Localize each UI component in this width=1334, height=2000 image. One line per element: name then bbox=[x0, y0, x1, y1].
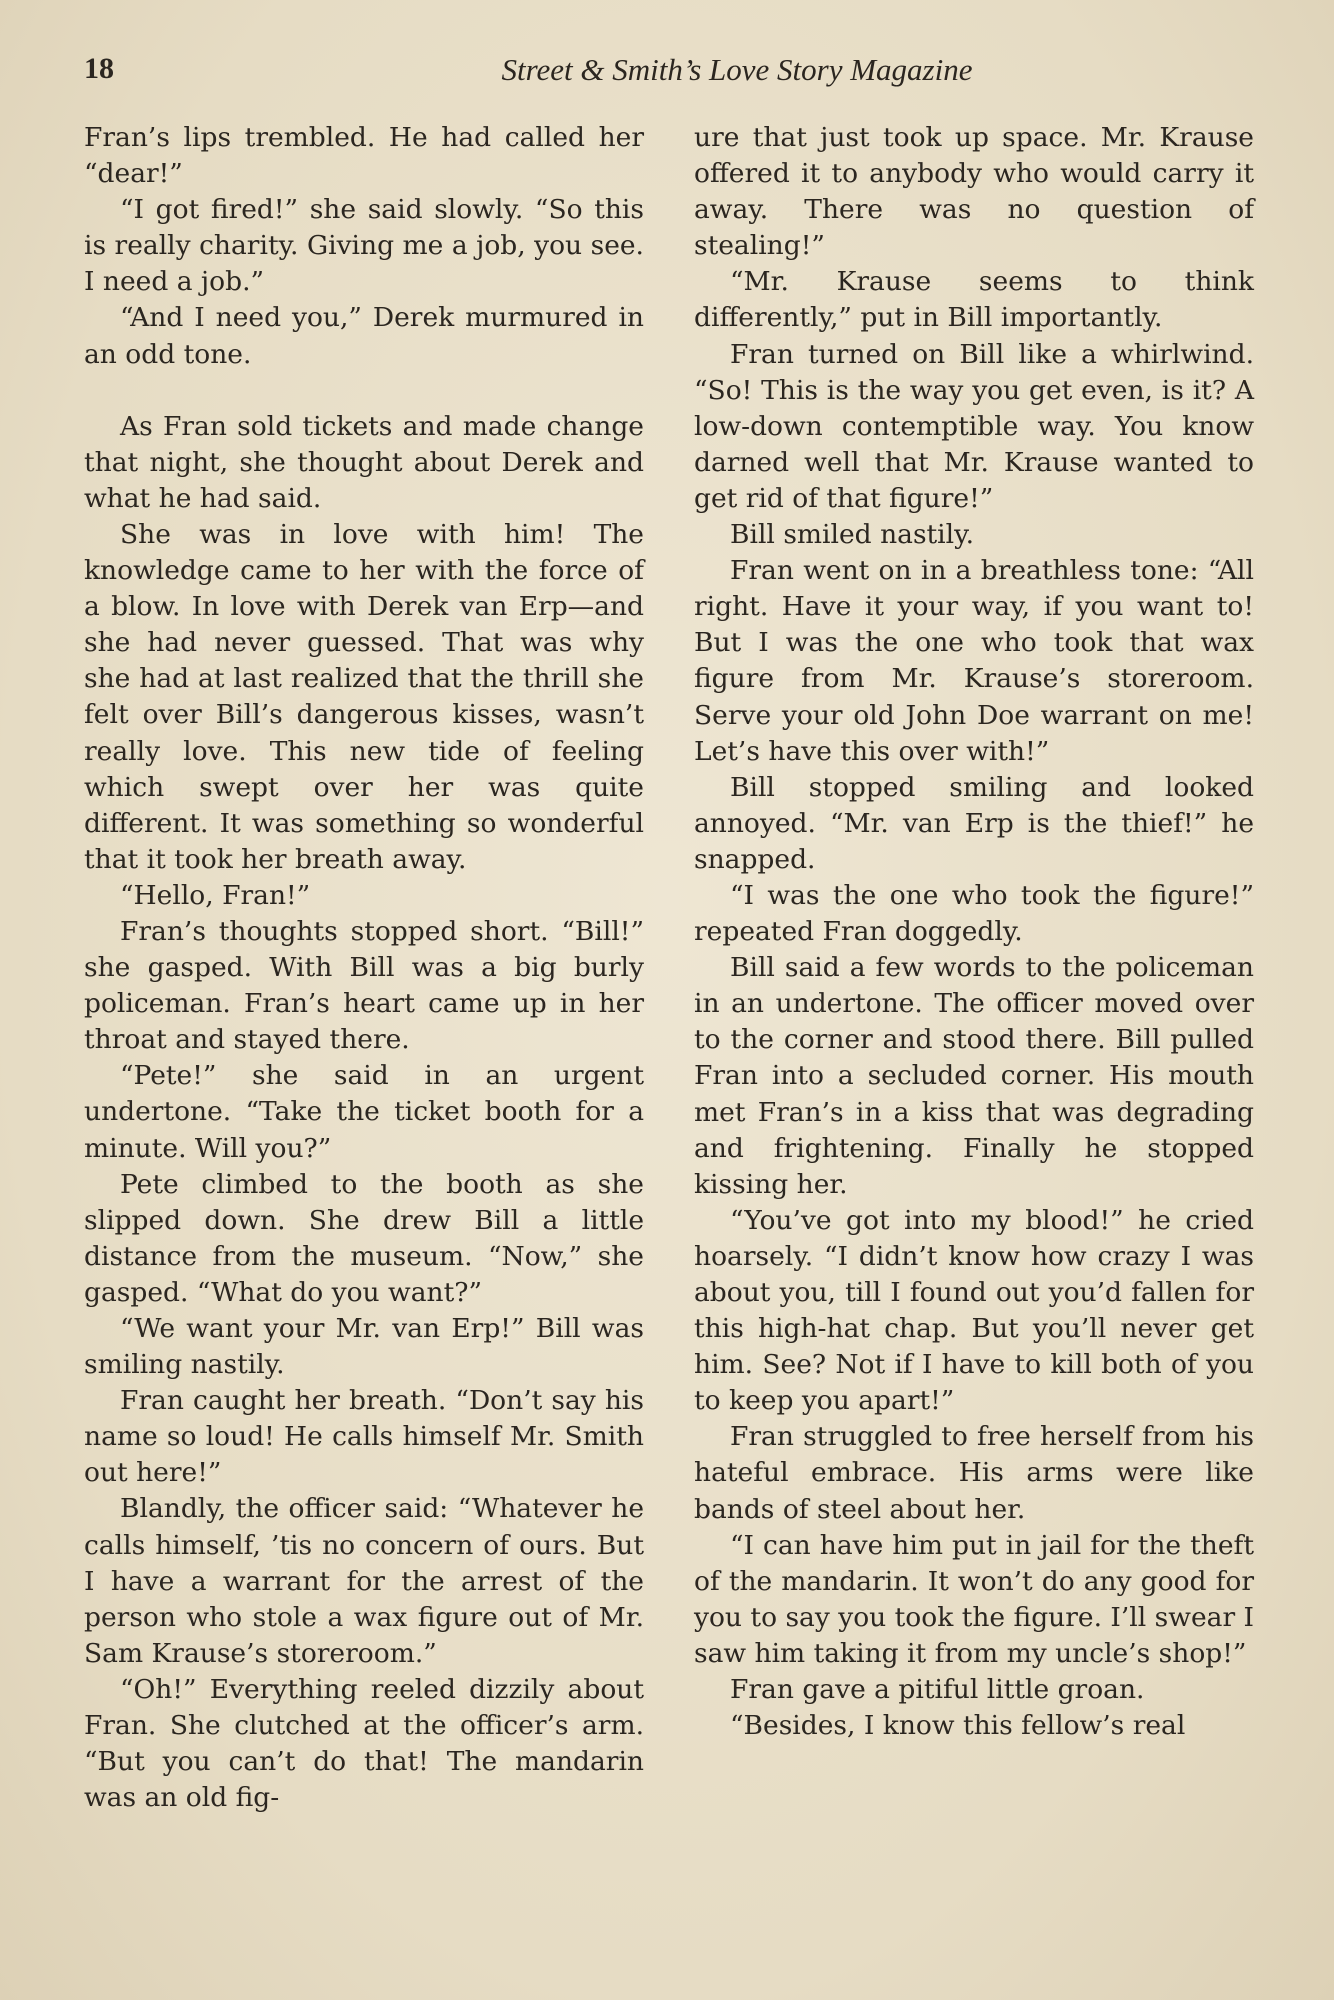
paragraph: “Oh!” Everything reeled dizzily about Fran. She clutched at the officer’s arm. “But you can’t do that! The mandarin was an old fig- bbox=[84, 1673, 644, 1814]
paragraph: As Fran sold tickets and made change that night, she thought about Derek and what he had said. bbox=[84, 410, 644, 514]
paragraph: Fran gave a pitiful little groan. bbox=[730, 1674, 1145, 1706]
paragraph: ure that just took up space. Mr. Krause offered it to anybody who would carry it away. There was no question of stealing!” bbox=[694, 122, 1254, 262]
paragraph: Fran’s lips trembled. He had called her “dear!” bbox=[84, 122, 644, 190]
paragraph: “We want your Mr. van Erp!” Bill was smiling nastily. bbox=[84, 1313, 644, 1381]
paragraph: “You’ve got into my blood!” he cried hoarsely. “I didn’t know how crazy I was about you, till I found out you’d fallen for this high-hat chap. But you’ll never get him. See? Not if I have to kill both of you to keep you apart!” bbox=[694, 1204, 1254, 1417]
paragraph: Bill smiled nastily. bbox=[730, 519, 975, 551]
paragraph: “Besides, I know this fellow’s real bbox=[730, 1710, 1186, 1742]
paragraph: Blandly, the officer said: “Whatever he calls himself, ’tis no concern of ours. But I have a warrant for the arrest of the person who stole a wax figure out of Mr. Sam Krause’s storeroom.” bbox=[84, 1493, 644, 1669]
right-column bbox=[694, 120, 1254, 1744]
page-number: 18 bbox=[84, 52, 114, 85]
paragraph: Pete climbed to the booth as she slipped down. She drew Bill a little distance from the museum. “Now,” she gasped. “What do you want?” bbox=[84, 1168, 644, 1308]
paragraph: “Pete!” she said in an urgent undertone. “Take the ticket booth for a minute. Will you?” bbox=[84, 1060, 644, 1164]
running-title: Street & Smith’s Love Story Magazine bbox=[501, 52, 973, 87]
paragraph: “Hello, Fran!” bbox=[120, 879, 311, 911]
paragraph: Fran’s thoughts stopped short. “Bill!” she gasped. With Bill was a big burly policeman. Fran’s heart came up in her throat and stayed there. bbox=[84, 915, 644, 1056]
left-column bbox=[84, 120, 644, 1816]
paragraph: Fran turned on Bill like a whirlwind. “So! This is the way you get even, is it? A low-down contemptible way. You know darned well that Mr. Krause wanted to get rid of that figure!” bbox=[694, 338, 1254, 514]
paragraph: “I was the one who took the figure!” repeated Fran doggedly. bbox=[694, 879, 1254, 948]
paragraph: Fran went on in a breathless tone: “All right. Have it your way, if you want to! But I was the one who took that wax figure from Mr. Krause’s storeroom. Serve your old John Doe warrant on me! Let’s have this over with!” bbox=[694, 555, 1254, 767]
paragraph: “I got fired!” she said slowly. “So this is really charity. Giving me a job, you see. I need a job.” bbox=[84, 194, 644, 298]
paragraph: “And I need you,” Derek murmured in an odd tone. bbox=[84, 302, 644, 370]
paragraph: She was in love with him! The knowledge came to her with the force of a blow. In love with Derek van Erp—and she had never guessed. That was why she had at last realized that the thrill she felt over Bill’s dangerous kisses, wasn’t really love. This new tide of feeling which swept over her was quite different. It was something so wonderful that it took her breath away. bbox=[84, 518, 644, 875]
paragraph: Fran struggled to free herself from his hateful embrace. His arms were like bands of steel about her. bbox=[694, 1421, 1254, 1525]
page-header bbox=[84, 52, 1250, 104]
paragraph: “I can have him put in jail for the theft of the mandarin. It won’t do any good for you to say you took the figure. I’ll swear I saw him taking it from my uncle’s shop!” bbox=[694, 1529, 1255, 1669]
paragraph: “Mr. Krause seems to think differently,” put in Bill importantly. bbox=[694, 266, 1254, 334]
paragraph: Fran caught her breath. “Don’t say his name so loud! He calls himself Mr. Smith out here!” bbox=[84, 1385, 644, 1489]
paragraph: Bill stopped smiling and looked annoyed. “Mr. van Erp is the thief!” he snapped. bbox=[694, 771, 1254, 875]
paragraph: Bill said a few words to the policeman in an undertone. The officer moved over to the corner and stood there. Bill pulled Fran into a secluded corner. His mouth met Fran’s in a kiss that was degrading and frightening. Finally he stopped kissing her. bbox=[694, 952, 1254, 1200]
